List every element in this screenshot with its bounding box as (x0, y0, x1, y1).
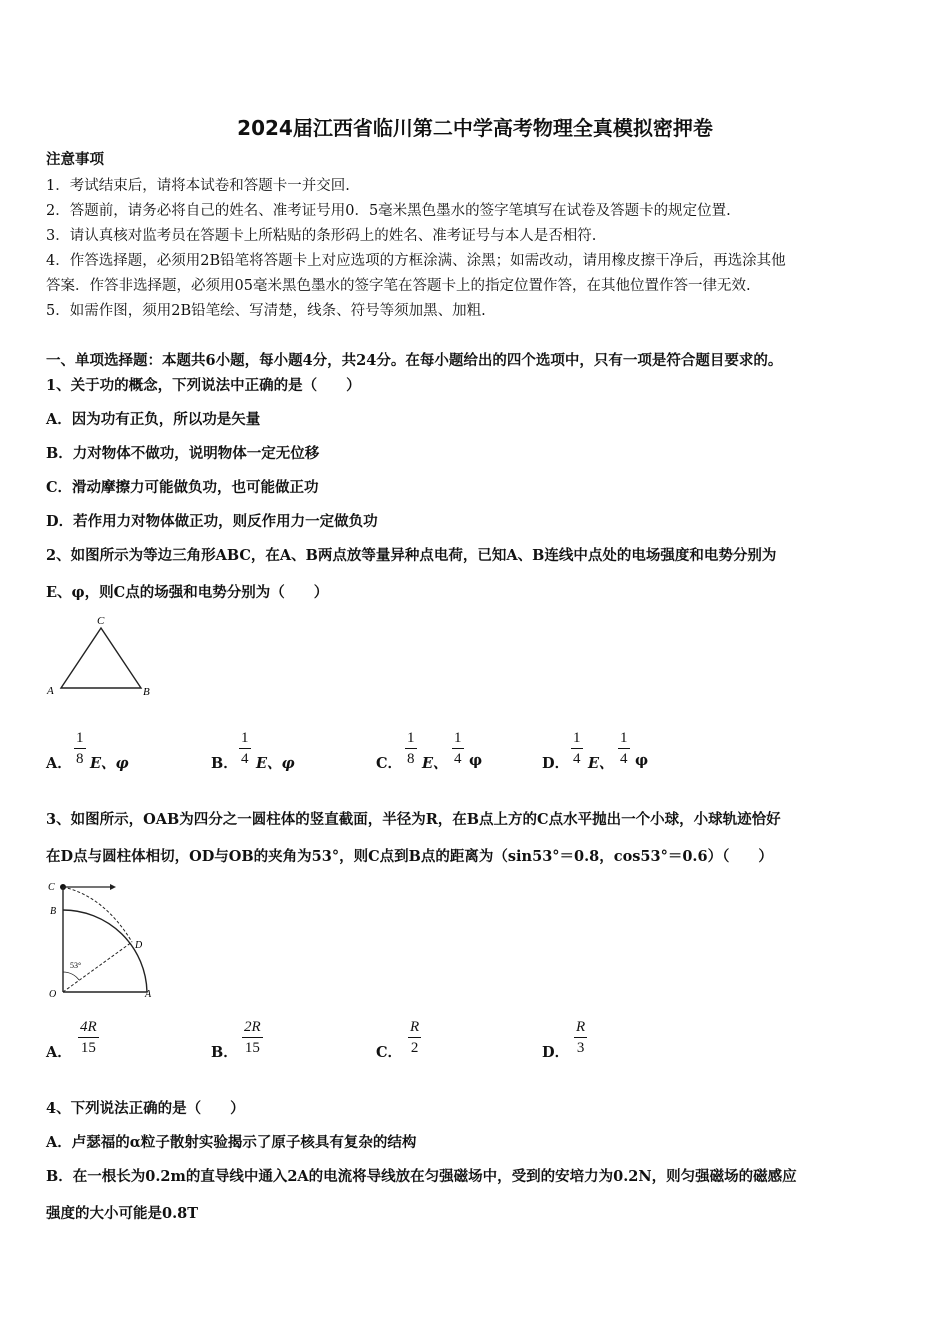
q3-option-d-fraction (574, 1017, 587, 1058)
angle-label: 53° (70, 961, 82, 970)
q4-option-a: A．卢瑟福的α粒子散射实验揭示了原子核具有复杂的结构 (46, 1134, 417, 1151)
fraction-numerator: 1 (74, 728, 86, 749)
fig-label-c: C (48, 882, 55, 893)
triangle-label-b: B (143, 686, 150, 698)
q2-option-b-text: E、φ (256, 755, 295, 772)
fraction-denominator: 15 (244, 1040, 260, 1056)
fraction-numerator: R (574, 1017, 587, 1038)
fraction-denominator: 4 (573, 751, 581, 767)
q1-option-a: A．因为功有正负，所以功是矢量 (46, 411, 261, 428)
q2-option-b-letter: B． (211, 755, 238, 772)
q2-option-b-fraction (239, 728, 251, 769)
fraction-denominator: 15 (80, 1040, 96, 1056)
fig-label-a: A (145, 989, 152, 1000)
q2-stem-line2: E、φ，则C点的场强和电势分别为（ ） (46, 584, 329, 601)
page-title: 2024届江西省临川第二中学高考物理全真模拟密押卷 (237, 116, 713, 140)
fraction-denominator: 8 (76, 751, 84, 767)
q4-stem: 4、下列说法正确的是（ ） (46, 1100, 245, 1117)
q3-option-c-fraction (408, 1017, 421, 1058)
q2-option-c-fraction-2 (452, 728, 464, 769)
q2-option-c-fraction-1 (405, 728, 417, 769)
fraction-denominator: 2 (410, 1040, 419, 1056)
fig-label-o: O (49, 989, 57, 1000)
fraction-denominator: 4 (454, 751, 462, 767)
q3-stem-line1: 3、如图所示，OAB为四分之一圆柱体的竖直截面，半径为R，在B点上方的C点水平抛出一个小球，小球轨迹恰好 (46, 811, 781, 828)
q3-option-b-letter: B． (211, 1044, 238, 1061)
quarter-circle-figure (44, 876, 164, 1006)
q3-stem-line2: 在D点与圆柱体相切，OD与OB的夹角为53°，则C点到B点的距离为（sin53°＝0.8，cos53°＝0.6）（ ） (46, 848, 773, 865)
fraction-denominator: 4 (620, 751, 628, 767)
fraction-numerator: 1 (571, 728, 583, 749)
triangle-label-a: A (47, 685, 54, 697)
notice-item: 1．考试结束后，请将本试卷和答题卡一并交回. (46, 178, 350, 194)
q1-option-c: C．滑动摩擦力可能做负功，也可能做正功 (46, 479, 319, 496)
fraction-numerator: 1 (618, 728, 630, 749)
q1-option-b: B．力对物体不做功，说明物体一定无位移 (46, 445, 320, 462)
fraction-denominator: 3 (576, 1040, 585, 1056)
q3-option-d-letter: D． (542, 1044, 570, 1061)
notice-item: 5．如需作图，须用2B铅笔绘、写清楚，线条、符号等须加黑、加粗. (46, 303, 486, 319)
q2-option-d-tail: φ (635, 752, 649, 769)
fraction-denominator: 4 (241, 751, 249, 767)
fig-label-d: D (135, 940, 143, 951)
q2-option-d-fraction-2 (618, 728, 630, 769)
fraction-denominator: 8 (407, 751, 415, 767)
q2-option-d-text: E、 (588, 755, 614, 772)
fig-label-b: B (50, 906, 57, 917)
notice-item: 4．作答选择题，必须用2B铅笔将答题卡上对应选项的方框涂满、涂黑；如需改动，请用橡皮擦干净后，再选涂其他 (46, 253, 786, 269)
q3-option-c-letter: C． (376, 1044, 403, 1061)
q2-option-a-fraction (74, 728, 86, 769)
q2-option-d-fraction-1 (571, 728, 583, 769)
fraction-numerator: 2R (242, 1017, 263, 1038)
q2-stem-line1: 2、如图所示为等边三角形ABC，在A、B两点放等量异种点电荷，已知A、B连线中点处的电场强度和电势分别为 (46, 547, 777, 564)
fraction-numerator: 1 (405, 728, 417, 749)
triangle-figure (40, 612, 160, 702)
notice-item: 2．答题前，请务必将自己的姓名、准考证号用0．5毫米黑色墨水的签字笔填写在试卷及答题卡的规定位置. (46, 203, 731, 219)
q3-option-b-fraction (242, 1017, 263, 1058)
notice-heading: 注意事项 (46, 151, 104, 168)
section-heading: 一、单项选择题：本题共6小题，每小题4分，共24分。在每小题给出的四个选项中，只有一项是符合题目要求的。 (46, 352, 783, 369)
q2-option-c-text: E、 (422, 755, 448, 772)
notice-item: 3．请认真核对监考员在答题卡上所粘贴的条形码上的姓名、准考证号与本人是否相符. (46, 228, 597, 244)
fraction-numerator: R (408, 1017, 421, 1038)
q3-option-a-fraction (78, 1017, 99, 1058)
q3-option-a-letter: A． (46, 1044, 72, 1061)
triangle-label-c: C (97, 615, 105, 627)
fraction-numerator: 4R (78, 1017, 99, 1038)
notice-item: 答案．作答非选择题，必须用05毫米黑色墨水的签字笔在答题卡上的指定位置作答，在其他位置作答一律无效. (46, 278, 751, 294)
q2-option-d-letter: D． (542, 755, 570, 772)
q2-option-c-tail: φ (469, 752, 483, 769)
q4-option-b-line2: 强度的大小可能是0.8T (46, 1205, 199, 1222)
q2-option-a-text: E、φ (90, 755, 129, 772)
q1-stem: 1、关于功的概念，下列说法中正确的是（ ） (46, 377, 361, 394)
q1-option-d: D．若作用力对物体做正功，则反作用力一定做负功 (46, 513, 378, 530)
q2-option-a-letter: A． (46, 755, 72, 772)
fraction-numerator: 1 (452, 728, 464, 749)
fraction-numerator: 1 (239, 728, 251, 749)
q4-option-b-line1: B．在一根长为0.2m的直导线中通入2A的电流将导线放在匀强磁场中，受到的安培力为0.2N，则匀强磁场的磁感应 (46, 1168, 797, 1185)
q2-option-c-letter: C． (376, 755, 403, 772)
